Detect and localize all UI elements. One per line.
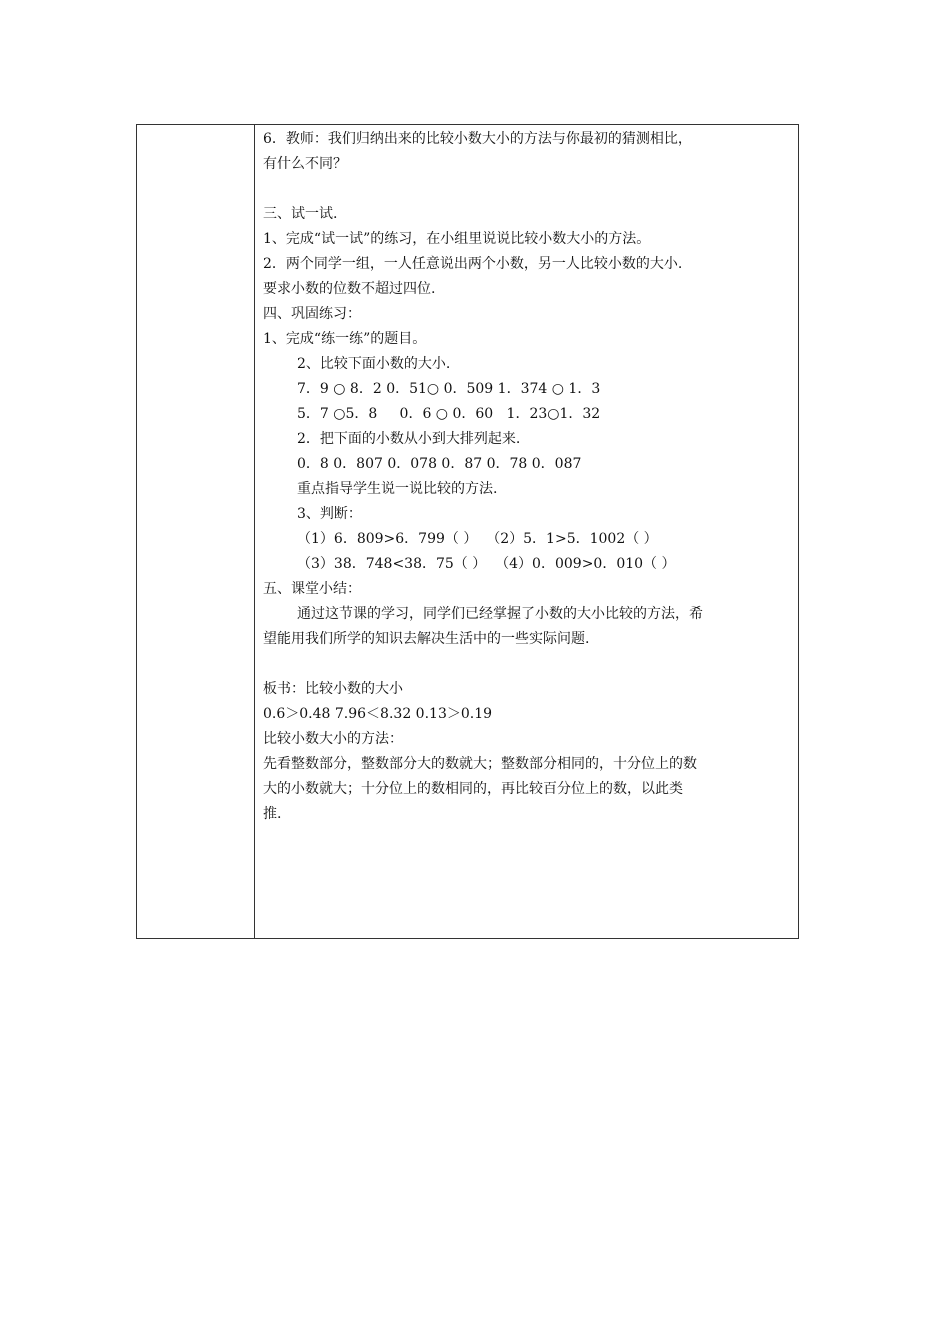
board-examples: 0.6＞0.48 7.96＜8.32 0.13＞0.19 <box>263 706 493 722</box>
method-line: 推. <box>263 806 282 822</box>
section-heading: 五、课堂小结： <box>263 581 361 597</box>
board-title: 板书：比较小数的大小 <box>263 681 403 697</box>
text-line: 3、判断： <box>297 506 362 522</box>
blank-line <box>263 652 793 677</box>
method-line: 大的小数就大；十分位上的数相同的，再比较百分位上的数，以此类 <box>263 781 683 797</box>
left-column-cell <box>137 125 255 938</box>
text-line: 重点指导学生说一说比较的方法. <box>297 481 498 497</box>
blank-line <box>263 177 793 202</box>
text-line: 1、完成“练一练”的题目。 <box>263 331 427 347</box>
exercise-line: 0．8 0．807 0．078 0．87 0．78 0．087 <box>297 456 582 472</box>
text-line: 比较小数大小的方法： <box>263 731 403 747</box>
text-line: 2．把下面的小数从小到大排列起来. <box>297 431 521 447</box>
lesson-content-cell <box>263 125 793 827</box>
exercise-line: 7．9 ○ 8．2 0．51○ 0．509 1．374 ○ 1．3 <box>297 381 601 397</box>
exercise-line: （1）6．809>6．799（ ） （2）5．1>5．1002（ ） <box>297 531 658 547</box>
summary-line: 通过这节课的学习，同学们已经掌握了小数的大小比较的方法，希 <box>297 606 703 622</box>
text-line: 2．两个同学一组，一人任意说出两个小数，另一人比较小数的大小. <box>263 256 683 272</box>
exercise-line: 5．7 ○5．8 0．6 ○ 0．60 1．23○1．32 <box>297 406 601 422</box>
text-line: 1、完成“试一试”的练习，在小组里说说比较小数大小的方法。 <box>263 231 651 247</box>
text-line: 6．教师：我们归纳出来的比较小数大小的方法与你最初的猜测相比， <box>263 131 692 147</box>
summary-line: 望能用我们所学的知识去解决生活中的一些实际问题. <box>263 631 590 647</box>
text-line: 要求小数的位数不超过四位. <box>263 281 436 297</box>
method-line: 先看整数部分，整数部分大的数就大；整数部分相同的，十分位上的数 <box>263 756 697 772</box>
text-line: 2、比较下面小数的大小. <box>297 356 451 372</box>
text-line: 有什么不同？ <box>263 156 347 172</box>
section-heading: 四、巩固练习： <box>263 306 361 322</box>
section-heading: 三、试一试. <box>263 206 338 222</box>
lesson-table <box>136 124 799 939</box>
exercise-line: （3）38．748<38．75（ ） （4）0．009>0．010（ ） <box>297 556 676 572</box>
